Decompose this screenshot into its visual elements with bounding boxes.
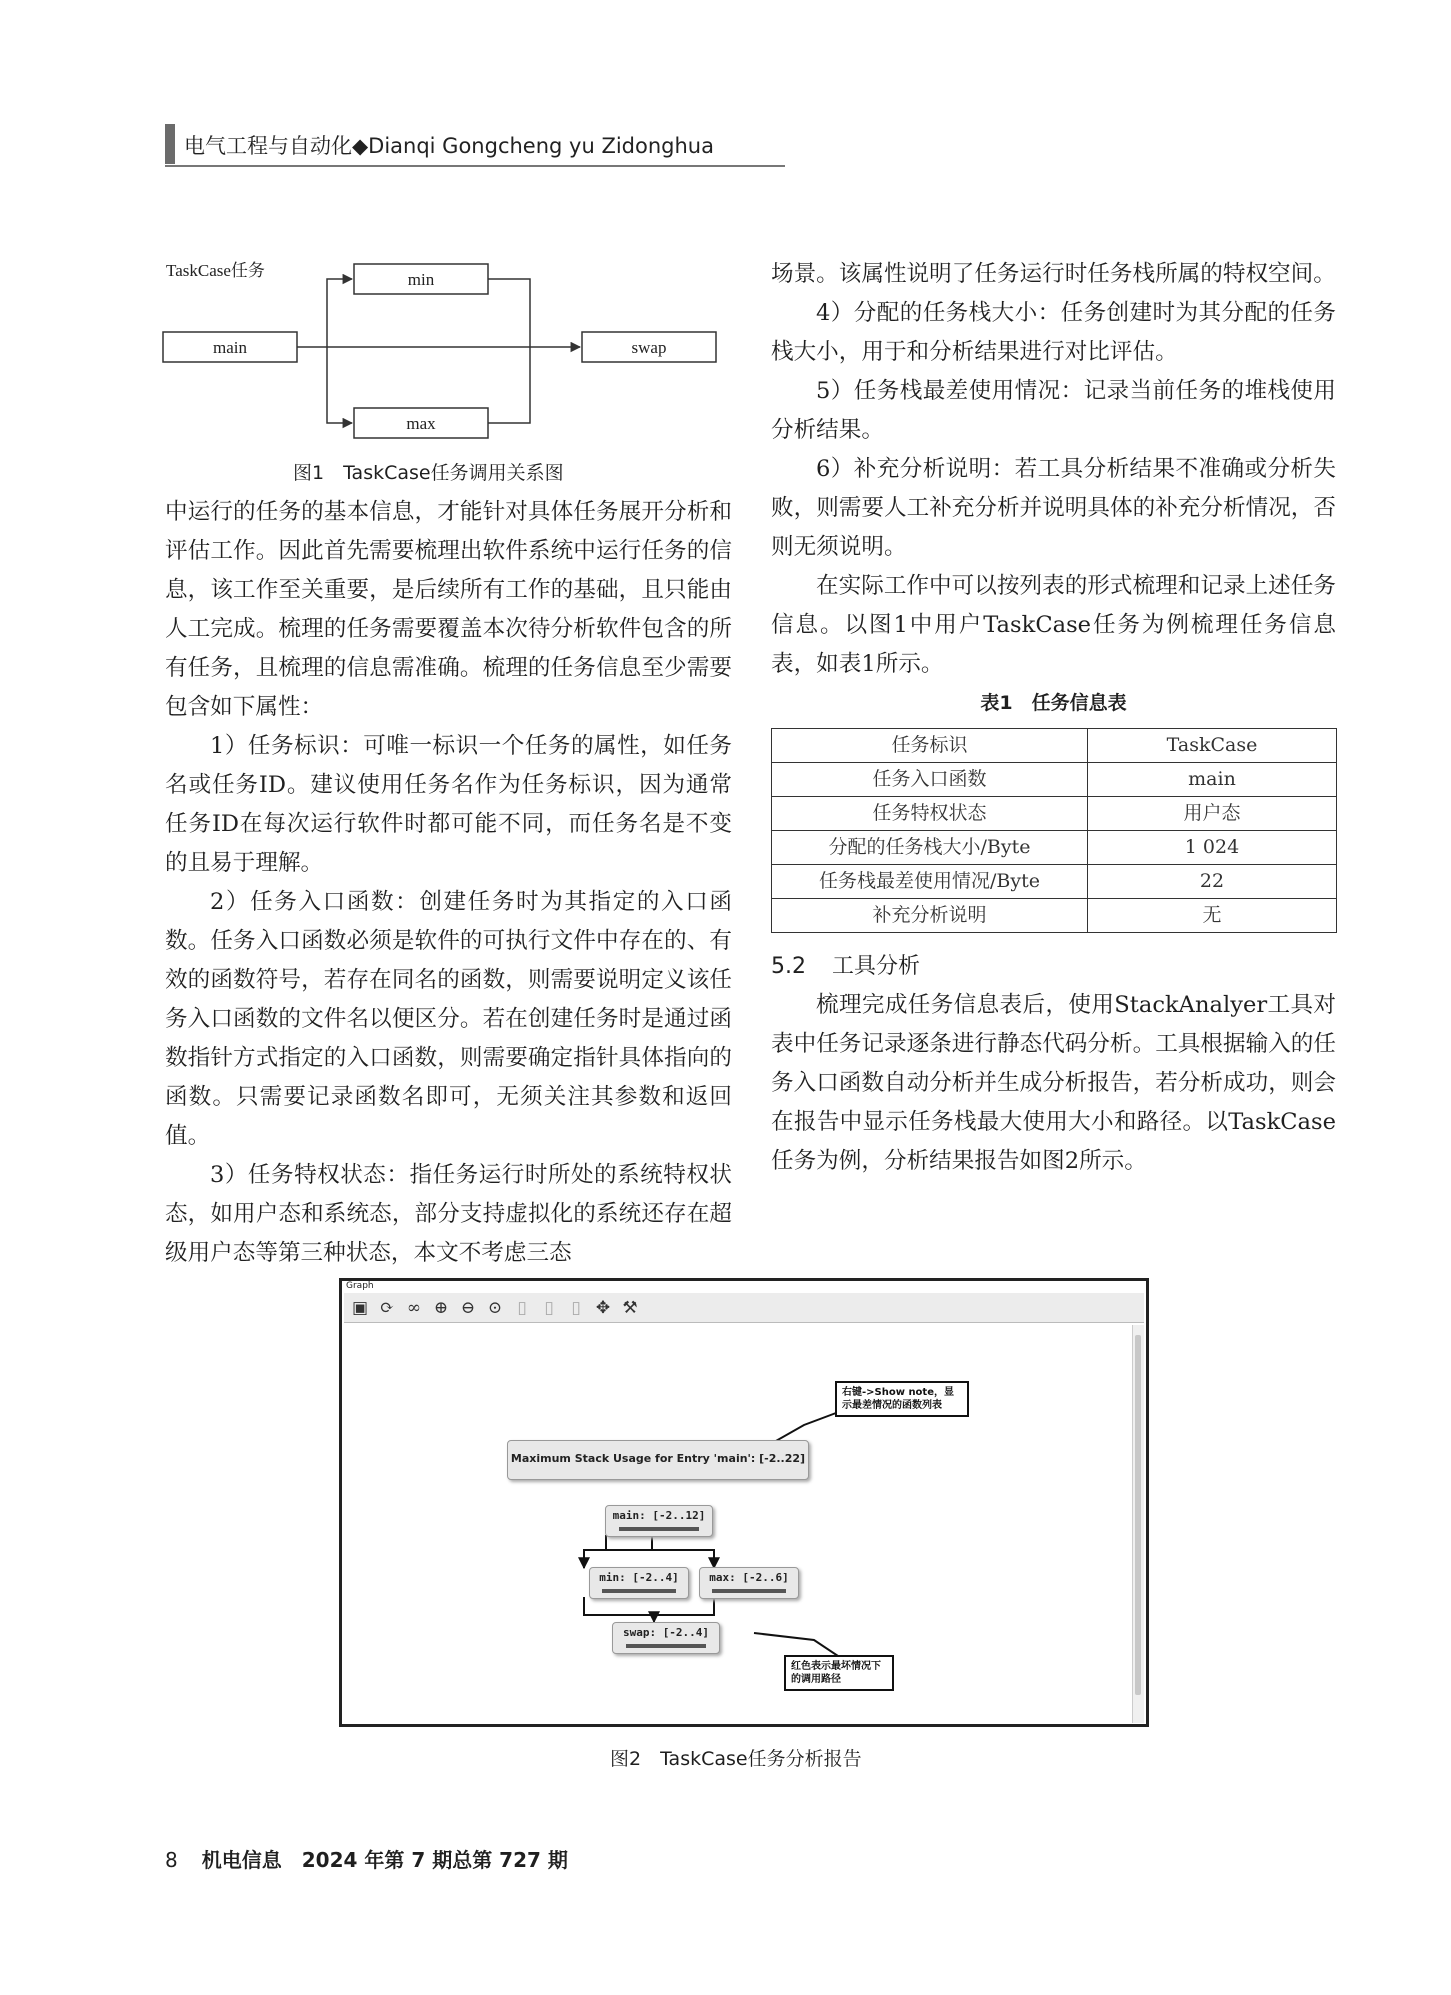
task-info-table: [771, 728, 1337, 933]
right-paragraph-5: 在实际工作中可以按列表的形式梳理和记录上述任务信息。以图1中用户TaskCase任务为例梳理任务信息表，如表1所示。: [771, 573, 1336, 677]
figure-2-caption: 图2 TaskCase任务分析报告: [610, 1748, 862, 1770]
wrench-icon[interactable]: ⚒: [622, 1297, 638, 1318]
header-accent-bar: [165, 124, 175, 164]
table-cell-attribute: 补充分析说明: [772, 899, 1088, 933]
journal-title-cn: 电气工程与自动化: [184, 134, 352, 158]
left-column: [165, 493, 732, 1273]
page-export-icon[interactable]: ▯: [571, 1297, 581, 1318]
page-number: 8: [165, 1848, 178, 1872]
left-paragraph-2: 1）任务标识：可唯一标识一个任务的属性，如任务名或任务ID。建议使用任务名作为任务标识，因为通常任务ID在每次运行软件时都可能不同，而任务名是不变的且易于理解。: [165, 733, 732, 876]
graph-node-main-label: main: [-2..12]: [612, 1509, 706, 1522]
fig1-node-min: min: [407, 270, 435, 289]
table-cell-value: main: [1088, 763, 1337, 797]
table-cell-value: 1 024: [1088, 831, 1337, 865]
fig1-node-max: max: [406, 414, 436, 433]
graph-node-main-bar: [619, 1527, 700, 1531]
zoom-fit-icon[interactable]: ⊙: [487, 1297, 503, 1318]
table-cell-value: TaskCase: [1088, 729, 1337, 763]
right-paragraph-3: 5）任务栈最差使用情况：记录当前任务的堆栈使用分析结果。: [771, 378, 1336, 443]
refresh-icon[interactable]: ⟳: [379, 1297, 395, 1318]
note-show-note: 右键->Show note，显示最差情况的函数列表: [835, 1381, 969, 1417]
table-row: [772, 899, 1337, 933]
edge-max-swap: [488, 347, 530, 423]
journal-title-pinyin: Dianqi Gongcheng yu Zidonghua: [368, 134, 714, 158]
table-cell-attribute: 任务标识: [772, 729, 1088, 763]
graph-summary-node[interactable]: [507, 1440, 809, 1480]
graph-window-title: Graph: [346, 1281, 374, 1291]
table-1-caption: 表1 任务信息表: [980, 692, 1127, 714]
zoom-in-icon[interactable]: ⊕: [433, 1297, 449, 1318]
graph-node-min-label: min: [-2..4]: [599, 1571, 679, 1584]
fig1-edges: [297, 279, 580, 423]
table-cell-value: 用户态: [1088, 797, 1337, 831]
graph-node-max[interactable]: [699, 1567, 799, 1599]
move-icon[interactable]: ✥: [595, 1297, 611, 1318]
figure-1-caption: 图1 TaskCase任务调用关系图: [293, 462, 564, 484]
graph-node-max-label: max: [-2..6]: [709, 1571, 789, 1584]
left-paragraph-1: 中运行的任务的基本信息，才能针对具体任务展开分析和评估工作。因此首先需要梳理出软件系统中运行任务的信息，该工作至关重要，是后续所有工作的基础，且只能由人工完成。梳理的任务需要覆盖本次待分析软件包含的所有任务，且梳理的信息需准确。梳理的任务信息至少需要包含如下属性：: [165, 499, 732, 720]
left-paragraph-4: 3）任务特权状态：指任务运行时所处的系统特权状态，如用户态和系统态，部分支持虚拟化的系统还存在超级用户态等第三种状态，本文不考虑三态: [165, 1162, 732, 1266]
edge-main-min: [327, 279, 352, 347]
table-row: [772, 831, 1337, 865]
section-title: 工具分析: [832, 954, 921, 979]
graph-node-swap[interactable]: [612, 1622, 720, 1654]
right-paragraph-4: 6）补充分析说明：若工具分析结果不准确或分析失败，则需要人工补充分析并说明具体的补充分析情况，否则无须说明。: [771, 456, 1336, 560]
graph-connectors: [344, 1325, 1130, 1723]
right-paragraph-2: 4）分配的任务栈大小：任务创建时为其分配的任务栈大小，用于和分析结果进行对比评估。: [771, 300, 1336, 365]
left-paragraph-3: 2）任务入口函数：创建任务时为其指定的入口函数。任务入口函数必须是软件的可执行文件中存在的、有效的函数符号，若存在同名的函数，则需要说明定义该任务入口函数的文件名以便区分。若在创建任务时是通过函数指针方式指定的入口函数，则需要确定指针具体指向的函数。只需要记录函数名即可，无须关注其参数和返回值。: [165, 889, 732, 1149]
figure-1-call-graph: [160, 256, 732, 451]
graph-node-swap-label: swap: [-2..4]: [622, 1626, 710, 1639]
table-cell-attribute: 任务栈最差使用情况/Byte: [772, 865, 1088, 899]
table-cell-attribute: 任务特权状态: [772, 797, 1088, 831]
edge-min-swap: [488, 279, 530, 347]
save-icon[interactable]: ▣: [351, 1297, 369, 1318]
note-red-path: 红色表示最坏情况下的调用路径: [784, 1655, 894, 1691]
page-copy-icon[interactable]: ▯: [544, 1297, 554, 1318]
scrollbar-thumb[interactable]: [1135, 1335, 1141, 1695]
right-paragraph-1: 场景。该属性说明了任务运行时任务栈所属的特权空间。: [771, 261, 1336, 287]
graph-node-min-bar: [602, 1589, 676, 1593]
page-footer: [165, 1844, 568, 1873]
page-icon[interactable]: ▯: [517, 1297, 527, 1318]
right-column: [771, 255, 1336, 1181]
header-separator: ◆: [352, 134, 369, 158]
table-cell-value: 22: [1088, 865, 1337, 899]
fig1-group-label: TaskCase任务: [166, 261, 265, 280]
edge-main-max: [327, 347, 352, 423]
table-row: [772, 729, 1337, 763]
graph-canvas[interactable]: [344, 1325, 1130, 1723]
graph-node-swap-bar: [626, 1644, 707, 1648]
table-cell-attribute: 任务入口函数: [772, 763, 1088, 797]
summary-node-label: Maximum Stack Usage for Entry 'main': [-2..22]: [510, 1452, 806, 1465]
graph-node-max-bar: [712, 1589, 786, 1593]
figure-2-screenshot: [339, 1278, 1149, 1727]
section-heading: [771, 947, 1336, 986]
binoculars-icon[interactable]: ∞: [406, 1297, 422, 1318]
table-row: [772, 763, 1337, 797]
right-paragraph-6: 梳理完成任务信息表后，使用StackAnalyer工具对表中任务记录逐条进行静态代码分析。工具根据输入的任务入口函数自动分析并生成分析报告，若分析成功，则会在报告中显示任务栈最大使用大小和路径。以TaskCase任务为例，分析结果报告如图2所示。: [771, 992, 1336, 1174]
graph-vertical-scrollbar[interactable]: [1132, 1325, 1144, 1723]
table-cell-attribute: 分配的任务栈大小/Byte: [772, 831, 1088, 865]
footer-journal-issue: 机电信息 2024 年第 7 期总第 727 期: [201, 1848, 568, 1872]
table-cell-value: 无: [1088, 899, 1337, 933]
graph-node-min[interactable]: [589, 1567, 689, 1599]
section-number: 5.2: [771, 954, 806, 979]
graph-node-main[interactable]: [605, 1505, 713, 1537]
table-row: [772, 797, 1337, 831]
fig1-node-main: main: [213, 338, 247, 357]
table-row: [772, 865, 1337, 899]
header-rule: [165, 165, 785, 167]
fig1-node-swap: swap: [631, 338, 667, 357]
running-header: [184, 130, 714, 160]
zoom-out-icon[interactable]: ⊖: [460, 1297, 476, 1318]
graph-toolbar: [344, 1293, 1144, 1323]
